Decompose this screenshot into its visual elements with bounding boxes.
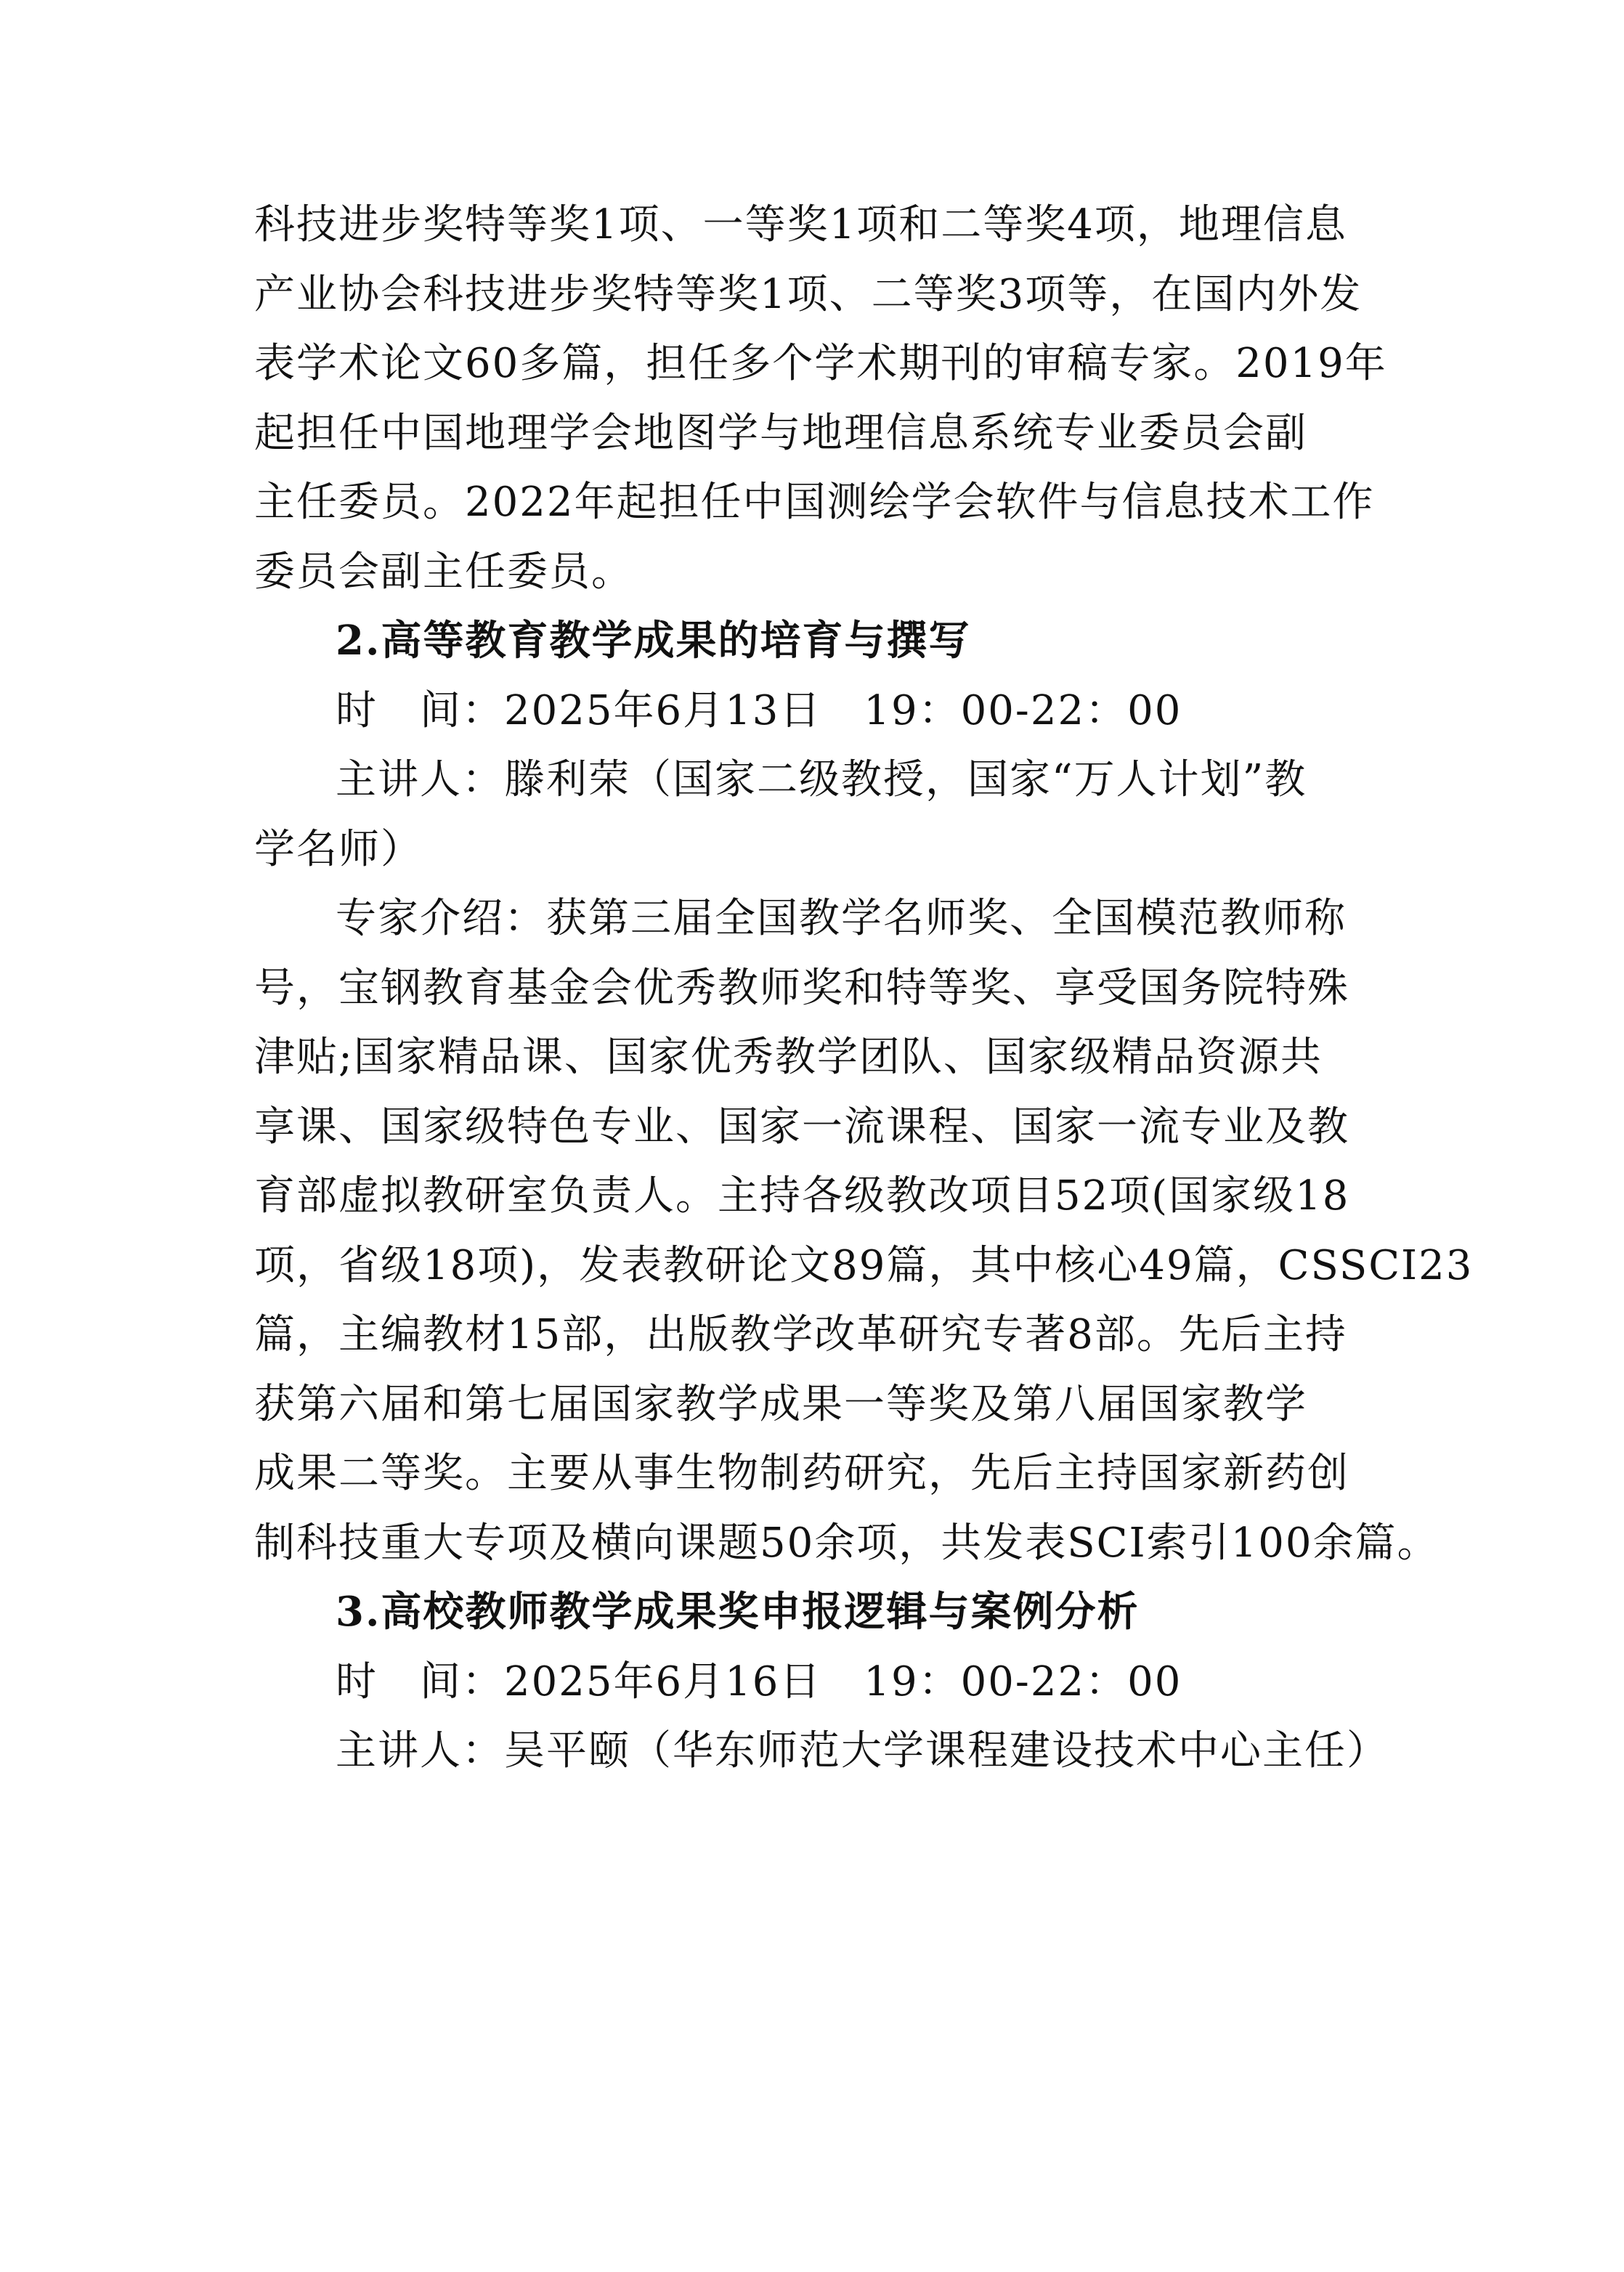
text-line: 主任委员。2022年起担任中国测绘学会软件与信息技术工作 <box>254 479 1375 526</box>
text-line: 成果二等奖。主要从事生物制药研究，先后主持国家新药创 <box>254 1450 1349 1497</box>
section-heading: 3.高校教师教学成果奖申报逻辑与案例分析 <box>336 1588 1140 1636</box>
document-body <box>254 190 1474 1786</box>
text-line: 产业协会科技进步奖特等奖1项、二等奖3项等，在国内外发 <box>254 270 1363 318</box>
expert-intro <box>254 884 1474 1578</box>
speaker-value: 吴平颐（华东师范大学课程建设技术中心主任） <box>504 1727 1389 1774</box>
time-line <box>254 676 1394 746</box>
time-value: 2025年6月16日 19：00-22：00 <box>504 1658 1182 1705</box>
speaker-label: 主讲人： <box>336 756 504 803</box>
text-line: 项，省级18项)，发表教研论文89篇，其中核心49篇，CSSCI23 <box>254 1241 1474 1289</box>
text-line: 科技进步奖特等奖1项、一等奖1项和二等奖4项，地理信息 <box>254 201 1347 248</box>
speaker-line <box>254 1716 1394 1786</box>
section-3 <box>254 1578 1394 1786</box>
speaker-line <box>254 745 1394 815</box>
paragraph-awards <box>254 190 1394 606</box>
text-line: 表学术论文60多篇，担任多个学术期刊的审稿专家。2019年 <box>254 340 1387 387</box>
text-line: 专家介绍：获第三届全国教学名师奖、全国模范教师称 <box>336 895 1347 942</box>
text-line: 享课、国家级特色专业、国家一流课程、国家一流专业及教 <box>254 1103 1349 1151</box>
text-line: 篇，主编教材15部，出版教学改革研究专著8部。先后主持 <box>254 1311 1347 1358</box>
text-line: 号，宝钢教育基金会优秀教师奖和特等奖、享受国务院特殊 <box>254 964 1349 1012</box>
text-line: 津贴;国家精品课、国家优秀教学团队、国家级精品资源共 <box>254 1034 1323 1081</box>
section-heading: 2.高等教育教学成果的培育与撰写 <box>336 617 971 665</box>
speaker-line-continued: 学名师） <box>254 825 423 873</box>
text-line: 获第六届和第七届国家教学成果一等奖及第八届国家教学 <box>254 1380 1307 1428</box>
time-value: 2025年6月13日 19：00-22：00 <box>504 686 1182 734</box>
time-line <box>254 1647 1394 1717</box>
section-2 <box>254 606 1474 1578</box>
text-line: 制科技重大专项及横向课题50余项，共发表SCI索引100余篇。 <box>254 1519 1440 1567</box>
time-label: 时 间： <box>336 1658 504 1705</box>
text-line: 起担任中国地理学会地图学与地理信息系统专业委员会副 <box>254 409 1307 457</box>
text-line: 育部虚拟教研室负责人。主持各级教改项目52项(国家级18 <box>254 1172 1350 1220</box>
speaker-label: 主讲人： <box>336 1727 504 1774</box>
text-line: 委员会副主任委员。 <box>254 548 633 596</box>
speaker-value: 滕利荣（国家二级教授，国家“万人计划”教 <box>504 756 1307 803</box>
time-label: 时 间： <box>336 686 504 734</box>
